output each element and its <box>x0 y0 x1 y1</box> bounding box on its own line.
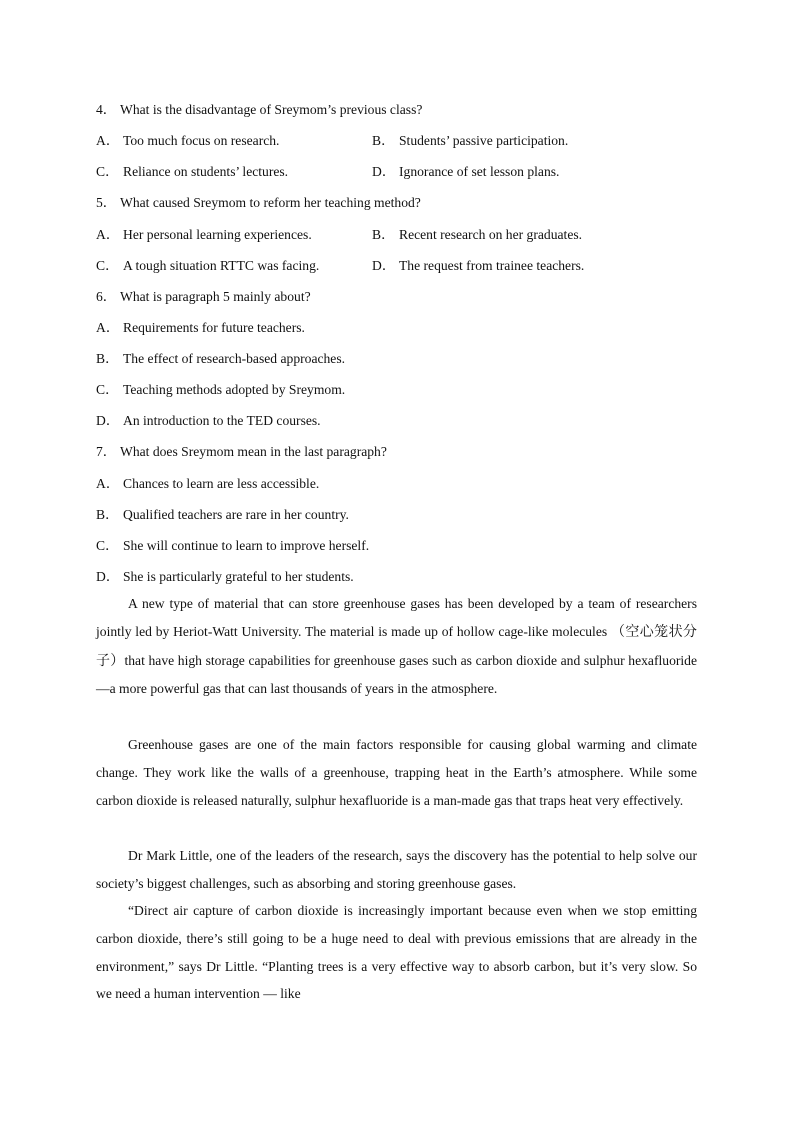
option-letter: A． <box>96 476 120 491</box>
question-text: What caused Sreymom to reform her teaching method? <box>120 195 421 210</box>
option-text: Reliance on students’ lectures. <box>123 164 289 179</box>
option-letter: A． <box>96 227 120 242</box>
question-number: 5． <box>96 195 117 210</box>
option-4c <box>96 160 288 180</box>
option-7a <box>96 472 319 492</box>
paragraph-text: A new type of material that can store greenhouse gases has been developed by a team of researchers jointly led by Heriot-Watt University. The material is made up of hollow cage-like molecules <box>96 596 697 639</box>
question-text: What is paragraph 5 mainly about? <box>120 289 311 304</box>
question-number: 6． <box>96 289 117 304</box>
passage-paragraph-2: Greenhouse gases are one of the main factors responsible for causing global warming and climate change. They work like the walls of a greenhouse, trapping heat in the Earth’s atmosphere. While some carbon dioxide is released naturally, sulphur hexafluoride is a man-made gas that traps heat very effectively. <box>96 737 697 808</box>
option-text: The effect of research-based approaches. <box>123 351 346 366</box>
option-letter: B． <box>96 507 119 522</box>
option-letter: C． <box>96 258 119 273</box>
option-7b <box>96 503 349 523</box>
option-text: Students’ passive participation. <box>399 133 569 148</box>
option-text: The request from trainee teachers. <box>399 258 585 273</box>
question-5 <box>96 191 421 211</box>
question-7 <box>96 440 387 460</box>
option-text: She will continue to learn to improve herself. <box>123 538 370 553</box>
option-text: Qualified teachers are rare in her country. <box>123 507 349 522</box>
option-letter: D． <box>96 569 120 584</box>
passage-paragraph-4: “Direct air capture of carbon dioxide is increasingly important because even when we stop emitting carbon dioxide, there’s still going to be a huge need to deal with previous emissions that are already in the environment,” says Dr Little. “Planting trees is a very effective way to absorb carbon, but it’s very slow. So we need a human intervention — like <box>96 903 697 1002</box>
option-letter: D． <box>372 258 396 273</box>
option-6a <box>96 316 305 336</box>
option-6c <box>96 378 345 398</box>
paragraph-text: that have high storage capabilities for greenhouse gases such as carbon dioxide and sulphur hexafluoride —a more powerful gas that can last thousands of years in the atmosphere. <box>96 652 697 697</box>
option-letter: B． <box>96 351 119 366</box>
option-letter: A． <box>96 133 120 148</box>
option-6d <box>96 409 321 429</box>
option-text: Teaching methods adopted by Sreymom. <box>123 382 346 397</box>
option-5a <box>96 223 312 243</box>
option-letter: A． <box>96 320 120 335</box>
option-5b <box>372 223 582 243</box>
question-6 <box>96 285 311 305</box>
option-text: Requirements for future teachers. <box>123 320 305 335</box>
option-letter: C． <box>96 382 119 397</box>
option-letter: D． <box>96 413 120 428</box>
option-5d <box>372 254 584 274</box>
option-text: Chances to learn are less accessible. <box>123 476 320 491</box>
option-letter: B． <box>372 133 395 148</box>
option-letter: C． <box>96 164 119 179</box>
passage-paragraph-3: Dr Mark Little, one of the leaders of the research, says the discovery has the potential to help solve our society’s biggest challenges, such as absorbing and storing greenhouse gases. <box>96 848 697 891</box>
option-text: She is particularly grateful to her students. <box>123 569 354 584</box>
question-number: 4． <box>96 102 117 117</box>
option-text: Too much focus on research. <box>123 133 280 148</box>
option-4b <box>372 129 568 149</box>
option-7d <box>96 565 354 585</box>
option-letter: D． <box>372 164 396 179</box>
option-letter: B． <box>372 227 395 242</box>
option-text: An introduction to the TED courses. <box>123 413 321 428</box>
option-5c <box>96 254 319 274</box>
question-text: What is the disadvantage of Sreymom’s previous class? <box>120 102 423 117</box>
option-text: A tough situation RTTC was facing. <box>123 258 320 273</box>
option-7c <box>96 534 369 554</box>
option-text: Recent research on her graduates. <box>399 227 583 242</box>
question-text: What does Sreymom mean in the last paragraph? <box>120 444 387 459</box>
option-text: Her personal learning experiences. <box>123 227 312 242</box>
option-text: Ignorance of set lesson plans. <box>399 164 560 179</box>
option-letter: C． <box>96 538 119 553</box>
option-6b <box>96 347 345 367</box>
option-4d <box>372 160 559 180</box>
option-4a <box>96 129 279 149</box>
question-number: 7． <box>96 444 117 459</box>
passage-paragraph-1 <box>96 590 697 703</box>
chinese-gloss: （空心笼状分子） <box>96 623 697 669</box>
question-4 <box>96 98 422 118</box>
